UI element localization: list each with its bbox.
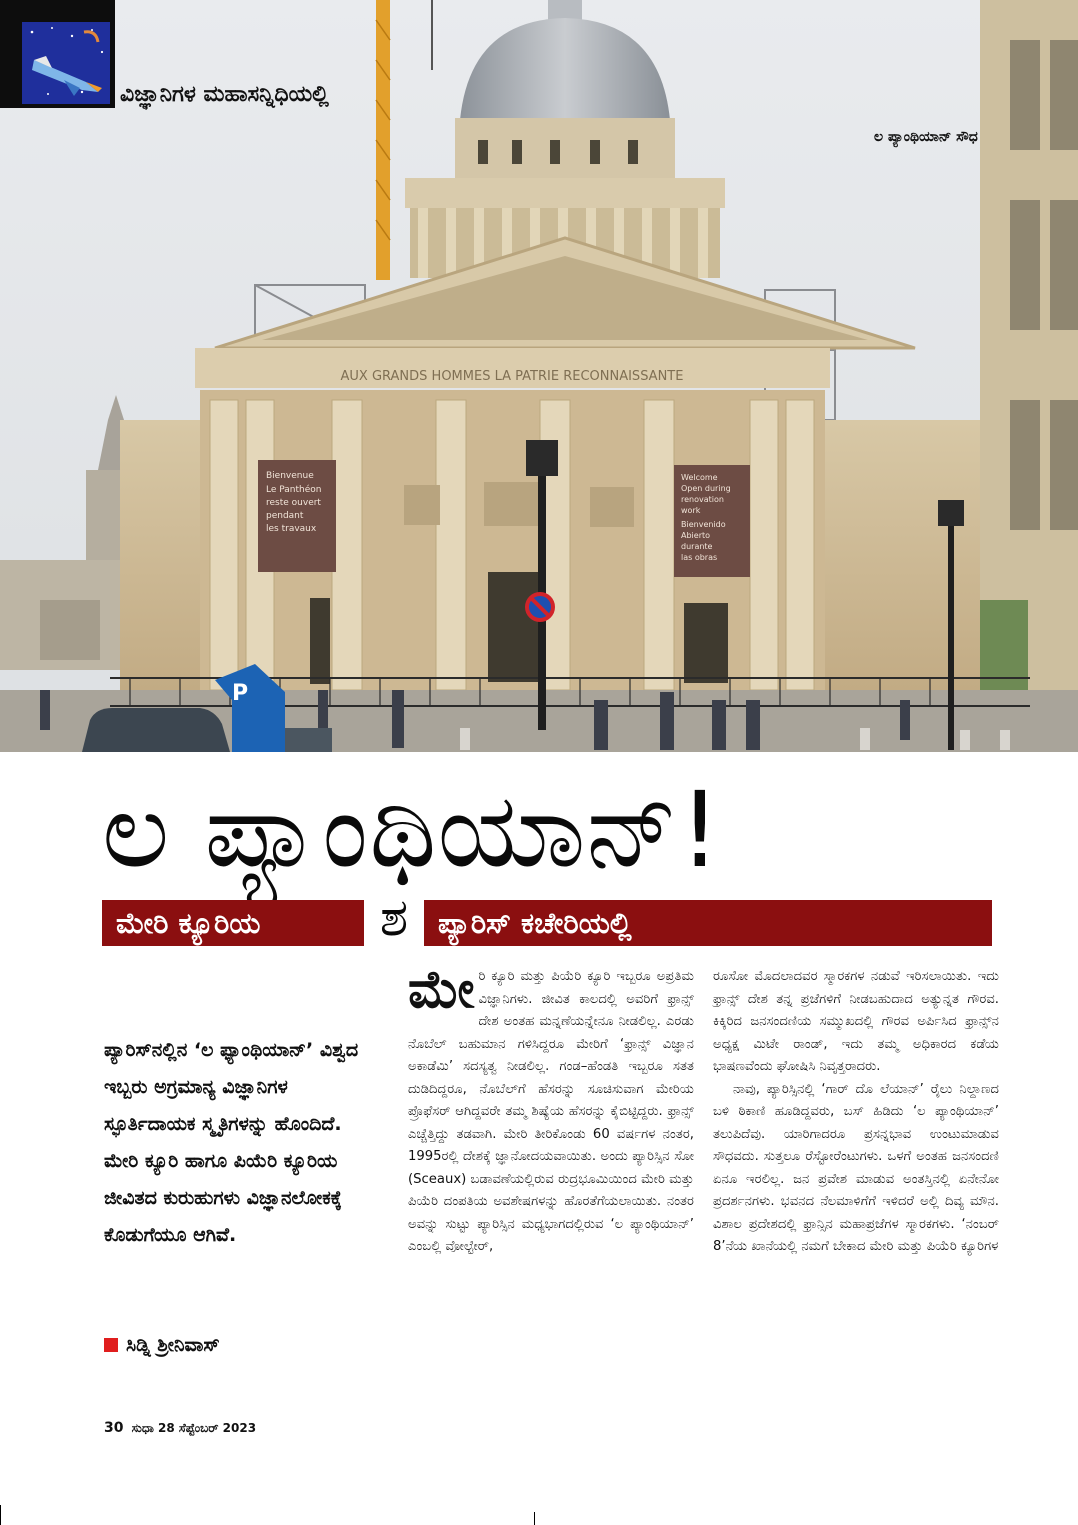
parking-sign-text: P: [232, 681, 249, 706]
banner-right-line-4: work: [681, 506, 701, 515]
banner-right-line-5: Bienvenido: [681, 520, 726, 529]
pantheon-illustration: [0, 0, 1078, 752]
banner-right-line-1: Welcome: [681, 473, 718, 482]
subtitle-ribbon-mid: ಶ: [379, 888, 409, 948]
banner-right-line-7: durante: [681, 542, 713, 551]
article-column-2: [713, 966, 999, 1259]
deck-text: ಪ್ಯಾರಿಸ್‌ನಲ್ಲಿನ ‘ಲ ಫ್ಯಾಂಥಿಯಾನ್’ ವಿಶ್ವದ ಇಬ್ಬರು ಅಗ್ರಮಾನ್ಯ ವಿಜ್ಞಾನಿಗಳ ಸ್ಫೂರ್ತಿದಾಯಕ ಸ್ಮೃತಿಗಳನ್ನು ಹೊಂದಿದೆ. ಮೇರಿ ಕ್ಯೂರಿ ಹಾಗೂ ಪಿಯೆರಿ ಕ್ಯೂರಿಯ ಜೀವಿತದ ಕುರುಹುಗಳು ವಿಜ್ಞಾನಲೋಕಕ್ಕೆ ಕೊಡುಗೆಯೂ ಆಗಿವೆ.: [104, 1039, 359, 1246]
column-2-paragraph-2: ನಾವು, ಪ್ಯಾರಿಸ್ಸಿನಲ್ಲಿ ‘ಗಾರ್ ದೊ ಲೆಯಾನ್’ ರೈಲು ನಿಲ್ದಾಣದ ಬಳಿ ಠಿಕಾಣಿ ಹೂಡಿದ್ದವರು, ಬಸ್ ಹಿಡಿದು ‘ಲ ಪ್ಯಾಂಥಿಯಾನ್’ ತಲುಪಿದೆವು. ಯಾರಿಗಾದರೂ ಪ್ರಸನ್ನಭಾವ ಉಂಟುಮಾಡುವ ಸೌಧವದು. ಸುತ್ತಲೂ ರೆಸ್ಟೋರೆಂಟುಗಳು. ಒಳಗೆ ಅಂತಹ ಜನಸಂದಣಿ ಏನೂ ಇರಲಿಲ್ಲ. ಜನ ಪ್ರವೇಶ ಮಾಡುವ ಅಂತಸ್ತಿನಲ್ಲಿ ಏನೇನೋ ಪ್ರದರ್ಶನಗಳು. ಭವನದ ನೆಲಮಾಳಿಗೆಗೆ ಇಳಿದರೆ ಅಲ್ಲಿ ದಿವ್ಯ ಮೌನ. ವಿಶಾಲ ಪ್ರದೇಶದಲ್ಲಿ ಫ್ರಾನ್ಸಿನ ಮಹಾಪ್ರಜೆಗಳ ಸ್ಮಾರಕಗಳು. ‘ನಂಬರ್ 8’ನೆಯ ಖಾನೆಯಲ್ಲಿ ನಮಗೆ ಬೇಕಾದ ಮೇರಿ ಮತ್ತು ಪಿಯೆರಿ ಕ್ಯೂರಿಗಳ: [713, 1081, 999, 1254]
subtitle-ribbon-right: ಪ್ಯಾರಿಸ್ ಕಚೇರಿಯಲ್ಲಿ: [424, 900, 992, 946]
crop-mark-left: [0, 1505, 7, 1525]
page-footer: [104, 1420, 256, 1436]
banner-right-line-8: las obras: [681, 553, 718, 562]
banner-right-line-6: Abierto: [681, 531, 711, 540]
inscription-text: AUX GRANDS HOMMES LA PATRIE RECONNAISSANTE: [340, 369, 684, 384]
drop-cap: ಮೇ: [408, 960, 475, 1020]
banner-left-line-3: reste ouvert: [266, 498, 321, 508]
section-logo: [0, 0, 115, 108]
subtitle-ribbon-left: ಮೇರಿ ಕ್ಯೂರಿಯ: [102, 900, 364, 946]
crop-mark-center: [534, 1512, 535, 1525]
section-label: ವಿಜ್ಞಾನಿಗಳ ಮಹಾಸನ್ನಿಧಿಯಲ್ಲಿ: [120, 82, 329, 107]
hero-photo: [0, 0, 1078, 752]
banner-left-line-2: Le Panthéon: [266, 485, 322, 495]
byline-square-icon: [104, 1338, 118, 1352]
page-number: 30: [104, 1420, 124, 1436]
byline: [104, 1334, 220, 1356]
logo-panel: [22, 22, 110, 104]
byline-author: ಸಿಡ್ನಿ ಶ್ರೀನಿವಾಸ್: [126, 1334, 220, 1356]
banner-right-line-2: Open during: [681, 484, 731, 493]
banner-left-line-5: les travaux: [266, 524, 317, 534]
column-2-paragraph-1: ರೂಸೋ ಮೊದಲಾದವರ ಸ್ಮಾರಕಗಳ ನಡುವೆ ಇರಿಸಲಾಯಿತು. ಇದು ಫ್ರಾನ್ಸ್ ದೇಶ ತನ್ನ ಪ್ರಜೆಗಳಿಗೆ ನೀಡಬಹುದಾದ ಅತ್ಯುನ್ನತ ಗೌರವ. ಕಿಕ್ಕಿರಿದ ಜನಸಂದಣಿಯ ಸಮ್ಮುಖದಲ್ಲಿ ಗೌರವ ಅರ್ಪಿಸಿದ ಫ್ರಾನ್ಸ್‌ನ ಅಧ್ಯಕ್ಷ ಮಿಟೇ ರಾಂಡ್, ಇದು ತಮ್ಮ ಅಧಿಕಾರದ ಕಡೆಯ ಭಾಷಣವೆಂದು ಘೋಷಿಸಿ ನಿವೃತ್ತರಾದರು.: [713, 969, 999, 1074]
article-column-1: [408, 960, 694, 1259]
publication-info: ಸುಧಾ 28 ಸೆಪ್ಟೆಂಬರ್ 2023: [131, 1421, 257, 1435]
column-1-text: ರಿ ಕ್ಯೂರಿ ಮತ್ತು ಪಿಯೆರಿ ಕ್ಯೂರಿ ಇಬ್ಬರೂ ಅಪ್ರತಿಮ ವಿಜ್ಞಾನಿಗಳು. ಜೀವಿತ ಕಾಲದಲ್ಲಿ ಅವರಿಗೆ ಫ್ರಾನ್ಸ್ ದೇಶ ಅಂತಹ ಮನ್ನಣೆಯನ್ನೇನೂ ನೀಡಲಿಲ್ಲ. ಎರಡು ನೊಬೆಲ್ ಬಹುಮಾನ ಗಳಿಸಿದ್ದರೂ ಮೇರಿಗೆ ‘ಫ್ರಾನ್ಸ್ ವಿಜ್ಞಾನ ಅಕಾಡೆಮಿ’ ಸದಸ್ಯತ್ವ ನೀಡಲಿಲ್ಲ. ಗಂಡ–ಹೆಂಡತಿ ಇಬ್ಬರೂ ಸತತ ದುಡಿದಿದ್ದರೂ, ನೊಬೆಲ್‌ಗೆ ಹೆಸರನ್ನು ಸೂಚಿಸುವಾಗ ಮೇರಿಯ ಪ್ರೊಫೆಸರ್ ಆಗಿದ್ದವರೇ ತಮ್ಮ ಶಿಷ್ಯೆಯ ಹೆಸರನ್ನು ಕೈಬಿಟ್ಟಿದ್ದರು. ಫ್ರಾನ್ಸ್ ಎಚ್ಚೆತ್ತಿದ್ದು ತಡವಾಗಿ. ಮೇರಿ ತೀರಿಕೊಂಡು 60 ವರ್ಷಗಳ ನಂತರ, 1995ರಲ್ಲಿ ದೇಶಕ್ಕೆ ಜ್ಞಾನೋದಯವಾಯಿತು. ಅಂದು ಪ್ಯಾರಿಸ್ಸಿನ ಸೋ (Sceaux) ಬಡಾವಣೆಯಲ್ಲಿರುವ ರುದ್ರಭೂಮಿಯಿಂದ ಮೇರಿ ಮತ್ತು ಪಿಯೆರಿ ದಂಪತಿಯ ಅವಶೇಷಗಳನ್ನು ಹೊರತೆಗೆಯಲಾಯಿತು. ನಂತರ ಅವನ್ನು ಸುಟ್ಟು ಪ್ಯಾರಿಸ್ಸಿನ ಮಧ್ಯಭಾಗದಲ್ಲಿರುವ ‘ಲ ಪ್ಯಾಂಥಿಯಾನ್’ ಎಂಬಲ್ಲಿ ವೋಲ್ಟೇರ್,: [408, 969, 694, 1254]
banner-left-line-1: Bienvenue: [266, 471, 314, 481]
photo-caption: ಲ ಪ್ಯಾಂಥಿಯಾನ್ ಸೌಧ: [874, 129, 978, 145]
article-deck: [104, 1032, 374, 1254]
rocket-icon: [22, 22, 110, 104]
banner-left-line-4: pendant: [266, 511, 304, 521]
banner-right-line-3: renovation: [681, 495, 724, 504]
headline-title: ಲ ಪ್ಯಾಂಥಿಯಾನ್!: [102, 769, 722, 891]
